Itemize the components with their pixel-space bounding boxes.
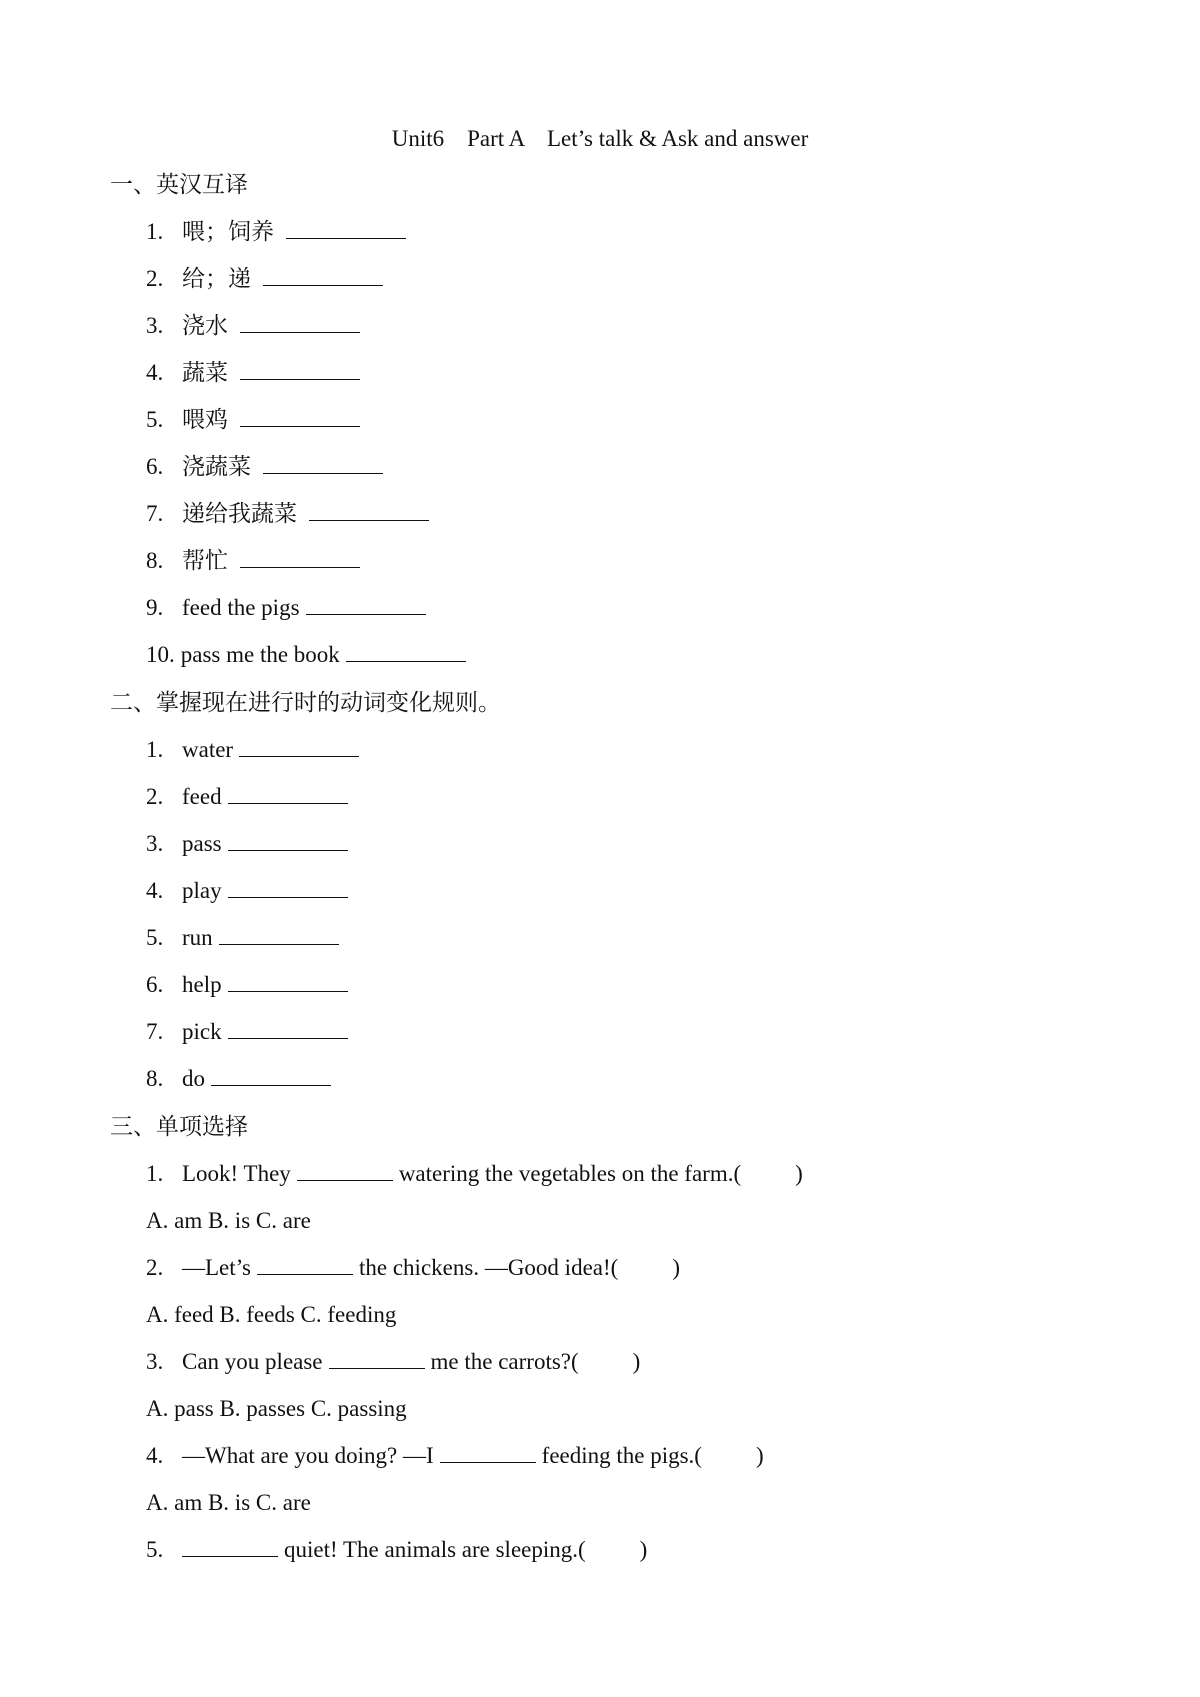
verb-item (146, 829, 348, 859)
question-options: A. am B. is C. are (146, 1208, 311, 1233)
answer-blank[interactable] (240, 312, 360, 333)
item-text: play (182, 878, 222, 903)
item-number: 5. (146, 407, 164, 432)
translation-item (146, 217, 406, 247)
section-heading: 三、单项选择 (110, 1114, 248, 1139)
item-number: 8. (146, 1066, 164, 1091)
translation-item (146, 311, 360, 341)
verb-item (146, 1017, 348, 1047)
item-text: feed the pigs (182, 595, 300, 620)
answer-blank[interactable] (211, 1065, 331, 1086)
close-paren: ) (632, 1349, 641, 1374)
question-number: 2. (146, 1255, 164, 1280)
item-number: 4. (146, 878, 164, 903)
item-number: 2. (146, 784, 164, 809)
close-paren: ) (672, 1255, 680, 1280)
close-paren: ) (795, 1161, 803, 1186)
item-text: 浇蔬菜 (182, 454, 251, 479)
item-text: pick (182, 1019, 222, 1044)
item-text: water (182, 737, 234, 762)
item-text: run (182, 925, 213, 950)
verb-item (146, 735, 359, 765)
question-stem-end: quiet! The animals are sleeping.( (284, 1537, 586, 1562)
section-heading: 二、掌握现在进行时的动词变化规则。 (110, 690, 501, 715)
question (146, 1253, 680, 1283)
question-options: A. pass B. passes C. passing (146, 1396, 407, 1421)
translation-item (146, 640, 466, 670)
translation-item (146, 452, 383, 482)
question-number: 3. (146, 1349, 164, 1374)
section-heading: 一、英汉互译 (110, 172, 248, 197)
question-number: 4. (146, 1443, 164, 1468)
item-number: 3. (146, 313, 164, 338)
question-stem-end: feeding the pigs.( (541, 1443, 702, 1468)
answer-blank[interactable] (239, 736, 359, 757)
answer-blank[interactable] (240, 406, 360, 427)
answer-blank[interactable] (228, 783, 348, 804)
item-number: 2. (146, 266, 164, 291)
question-stem-start: Can you please (182, 1349, 323, 1374)
close-paren: ) (639, 1537, 648, 1562)
verb-item (146, 923, 339, 953)
question-stem-end: me the carrots?( (430, 1349, 579, 1374)
item-number: 5. (146, 925, 164, 950)
translation-item (146, 405, 360, 435)
fill-blank[interactable] (440, 1442, 536, 1463)
answer-blank[interactable] (240, 547, 360, 568)
item-text: 蔬菜 (182, 360, 228, 385)
question-stem-start: —Let’s (182, 1255, 251, 1280)
verb-item (146, 970, 348, 1000)
question-stem-end: watering the vegetables on the farm.( (398, 1161, 742, 1186)
fill-blank[interactable] (297, 1160, 393, 1181)
verb-item (146, 1064, 331, 1094)
answer-blank[interactable] (228, 877, 348, 898)
verb-item (146, 782, 348, 812)
verb-item (146, 876, 348, 906)
fill-blank[interactable] (182, 1536, 278, 1557)
answer-blank[interactable] (306, 594, 426, 615)
question-stem-start: Look! They (182, 1161, 291, 1186)
item-text: pass me the book (180, 642, 340, 667)
answer-blank[interactable] (286, 218, 406, 239)
question-options: A. feed B. feeds C. feeding (146, 1302, 397, 1327)
item-number: 7. (146, 501, 164, 526)
answer-blank[interactable] (263, 265, 383, 286)
item-text: do (182, 1066, 205, 1091)
item-text: feed (182, 784, 222, 809)
item-number: 1. (146, 219, 164, 244)
item-text: 喂鸡 (182, 407, 228, 432)
question (146, 1535, 647, 1565)
answer-blank[interactable] (228, 971, 348, 992)
item-number: 6. (146, 454, 164, 479)
question-stem-start: —What are you doing? —I (182, 1443, 434, 1468)
item-text: 递给我蔬菜 (182, 501, 297, 526)
question-stem-end: the chickens. —Good idea!( (359, 1255, 619, 1280)
translation-item (146, 593, 426, 623)
answer-blank[interactable] (346, 641, 466, 662)
item-text: 喂；饲养 (182, 219, 274, 244)
item-text: 给；递 (182, 266, 251, 291)
translation-item (146, 358, 360, 388)
item-number: 8. (146, 548, 164, 573)
question (146, 1347, 640, 1377)
page-title: Unit6 Part A Let’s talk & Ask and answer (391, 126, 809, 151)
translation-item (146, 264, 383, 294)
item-number: 7. (146, 1019, 164, 1044)
question-options: A. am B. is C. are (146, 1490, 311, 1515)
item-text: 帮忙 (182, 548, 228, 573)
question-number: 5. (146, 1537, 164, 1562)
item-number: 10. (146, 642, 175, 667)
answer-blank[interactable] (240, 359, 360, 380)
translation-item (146, 499, 429, 529)
question (146, 1441, 764, 1471)
item-number: 3. (146, 831, 164, 856)
question (146, 1159, 803, 1189)
item-number: 4. (146, 360, 164, 385)
fill-blank[interactable] (257, 1254, 353, 1275)
fill-blank[interactable] (329, 1348, 425, 1369)
item-text: 浇水 (182, 313, 228, 338)
answer-blank[interactable] (228, 1018, 348, 1039)
answer-blank[interactable] (263, 453, 383, 474)
close-paren: ) (755, 1443, 764, 1468)
answer-blank[interactable] (309, 500, 429, 521)
answer-blank[interactable] (228, 830, 348, 851)
translation-item (146, 546, 360, 576)
item-text: help (182, 972, 222, 997)
question-number: 1. (146, 1161, 164, 1186)
item-number: 6. (146, 972, 164, 997)
item-number: 1. (146, 737, 164, 762)
item-number: 9. (146, 595, 164, 620)
answer-blank[interactable] (219, 924, 339, 945)
item-text: pass (182, 831, 222, 856)
